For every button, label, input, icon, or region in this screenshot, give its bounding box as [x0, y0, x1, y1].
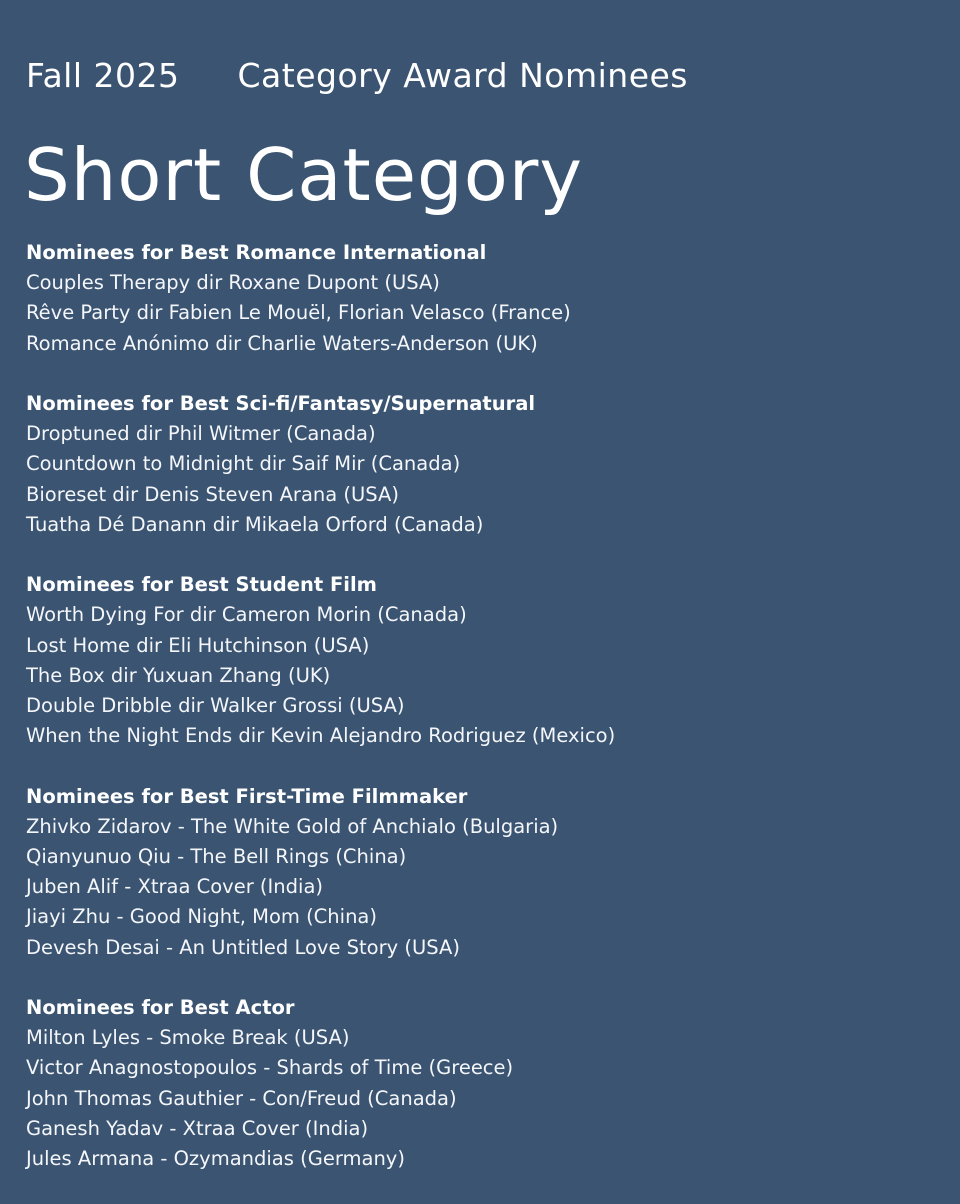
section-best-romance-international — [26, 238, 946, 359]
nominee-entry: Milton Lyles - Smoke Break (USA) — [26, 1026, 350, 1050]
nominee-entry: Devesh Desai - An Untitled Love Story (USA) — [26, 935, 460, 959]
section-best-student-film — [26, 570, 946, 751]
nominee-entry: When the Night Ends dir Kevin Alejandro Rodriguez (Mexico) — [26, 724, 616, 748]
section-heading: Nominees for Best Sci-fi/Fantasy/Supernatural — [26, 392, 536, 415]
nominee-entry: Romance Anónimo dir Charlie Waters-Anderson (UK) — [26, 331, 538, 355]
nominee-entry: Jiayi Zhu - Good Night, Mom (China) — [26, 905, 377, 929]
nominee-entry: Rêve Party dir Fabien Le Mouël, Florian Velasco (France) — [26, 301, 571, 325]
nominee-entry: Victor Anagnostopoulos - Shards of Time (Greece) — [26, 1056, 514, 1080]
section-heading: Nominees for Best Romance International — [26, 241, 487, 264]
header-subtitle: Category Award Nominees — [237, 55, 688, 95]
nominee-entry: Juben Alif - Xtraa Cover (India) — [26, 875, 324, 899]
nominee-entry: The Box dir Yuxuan Zhang (UK) — [26, 663, 331, 687]
nominee-entry: Tuatha Dé Danann dir Mikaela Orford (Canada) — [26, 512, 484, 536]
nominee-entry: Jules Armana - Ozymandias (Germany) — [26, 1147, 405, 1171]
season-label: Fall 2025 — [26, 55, 180, 95]
nominee-entry: Lost Home dir Eli Hutchinson (USA) — [26, 633, 370, 657]
section-best-first-time-filmmaker — [26, 782, 946, 963]
nominee-entry: Qianyunuo Qiu - The Bell Rings (China) — [26, 845, 407, 869]
nominee-entry: Worth Dying For dir Cameron Morin (Canada) — [26, 603, 467, 627]
section-heading: Nominees for Best Student Film — [26, 573, 377, 597]
section-best-actor — [26, 993, 946, 1174]
nominee-entry: Ganesh Yadav - Xtraa Cover (India) — [26, 1116, 369, 1140]
nominee-entry: Countdown to Midnight dir Saif Mir (Canada) — [26, 452, 461, 476]
nominee-entry: John Thomas Gauthier - Con/Freud (Canada) — [26, 1086, 457, 1110]
nominee-sections — [26, 238, 946, 1204]
page-header — [26, 52, 688, 98]
page-title: Short Category — [24, 133, 583, 217]
nominee-entry: Couples Therapy dir Roxane Dupont (USA) — [26, 271, 440, 295]
section-best-scifi-fantasy-supernatural — [26, 389, 946, 540]
nominee-entry: Double Dribble dir Walker Grossi (USA) — [26, 694, 405, 718]
nominee-entry: Zhivko Zidarov - The White Gold of Anchialo (Bulgaria) — [26, 814, 559, 838]
nominee-entry: Bioreset dir Denis Steven Arana (USA) — [26, 482, 399, 506]
section-heading: Nominees for Best First-Time Filmmaker — [26, 784, 468, 808]
section-heading: Nominees for Best Actor — [26, 996, 295, 1020]
nominee-entry: Droptuned dir Phil Witmer (Canada) — [26, 422, 376, 446]
